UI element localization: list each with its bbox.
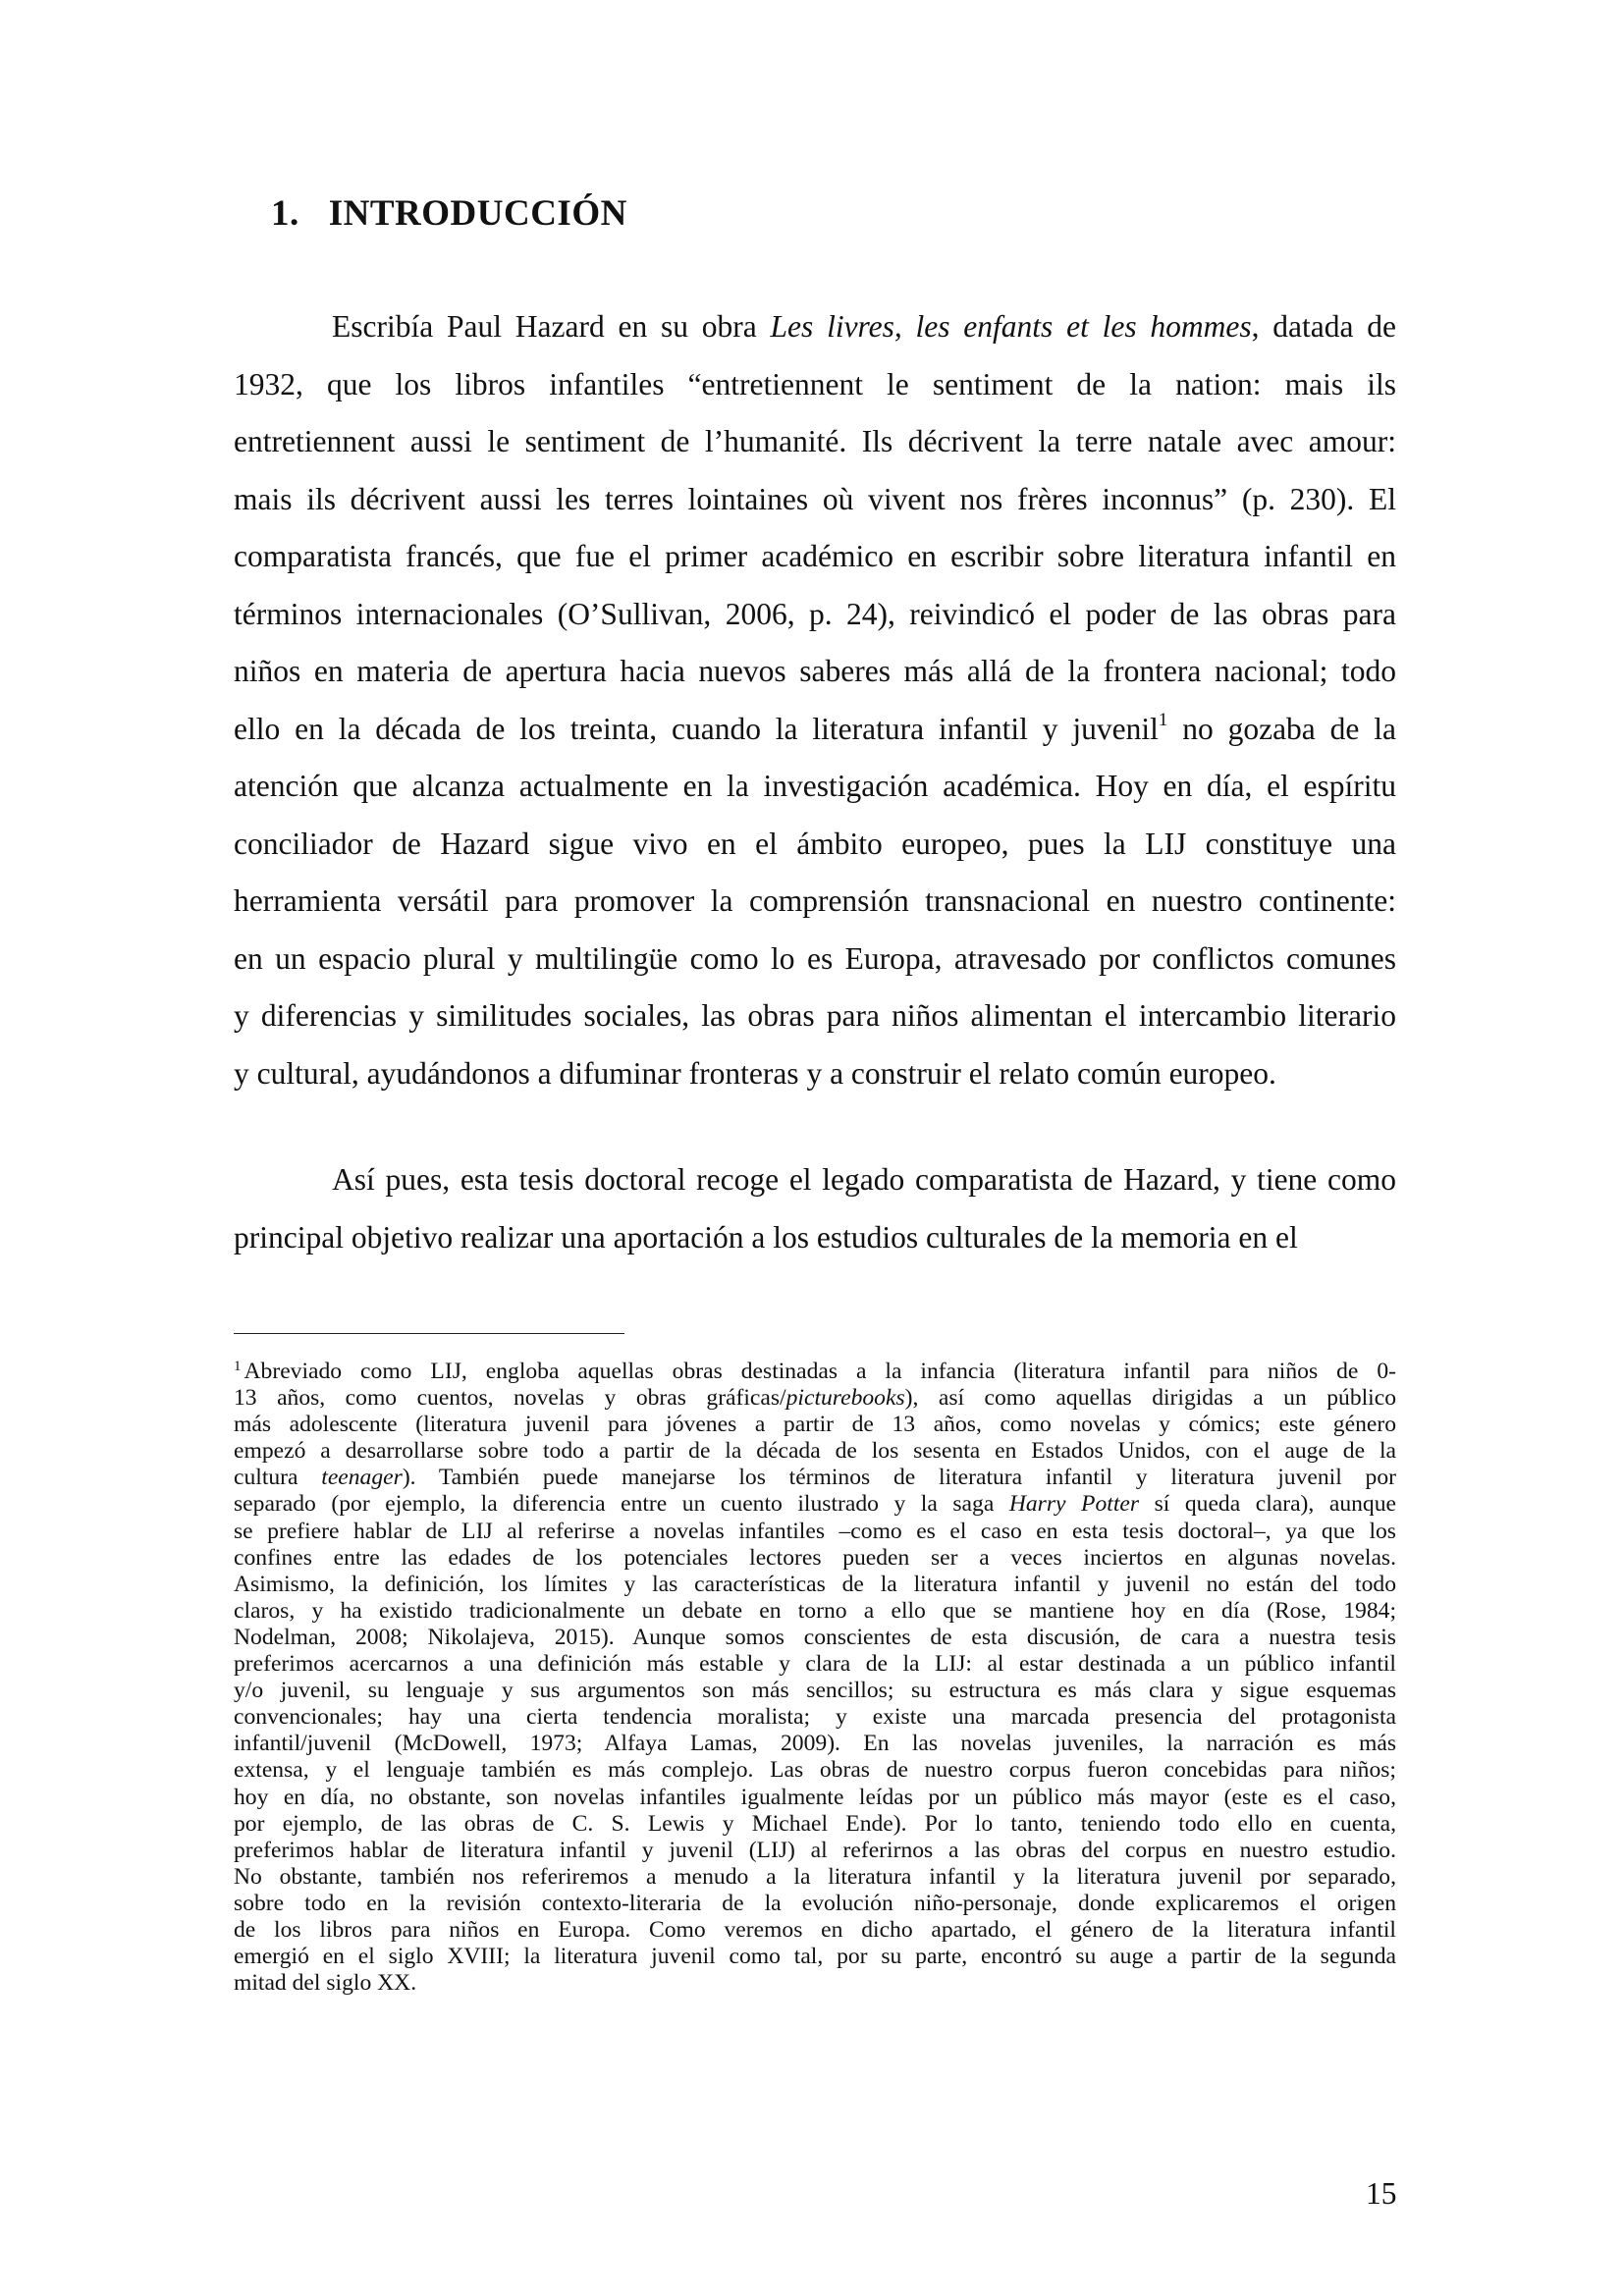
- text-run: empezó a desarrollarse sobre todo a partir de la década de los sesenta en Estados Unidos, con el auge de la: [234, 1438, 1396, 1465]
- text-line: [234, 1519, 1396, 1545]
- text-run: atención que alcanza actualmente en la investigación académica. Hoy en día, el espíritu: [234, 769, 1396, 803]
- footnote-separator: [234, 1333, 624, 1334]
- text-run: en un espacio plural y multilingüe como lo es Europa, atravesado por conflictos comunes: [234, 940, 1396, 976]
- text-line: [234, 1864, 1396, 1891]
- text-line: [234, 1917, 1396, 1944]
- text-run: cultura: [234, 1465, 322, 1491]
- text-run: por ejemplo, de las obras de C. S. Lewis y Michael Ende). Por lo tanto, teniendo todo ello en cuenta,: [234, 1810, 1396, 1837]
- footnote-marker: 1: [234, 1359, 242, 1374]
- text-line: [234, 1651, 1396, 1678]
- text-run: mais ils décrivent aussi les terres lointaines où vivent nos frères inconnus” (p. 230). El: [234, 481, 1396, 516]
- text-run: , datada de: [1251, 309, 1396, 344]
- text-run: de los libros para niños en Europa. Como veremos en dicho apartado, el género de la literatura infantil: [234, 1916, 1396, 1943]
- text-line: [234, 1359, 1396, 1385]
- text-line: [234, 298, 1396, 356]
- text-run: y/o juvenil, su lenguaje y sus argumentos son más sencillos; su estructura es más clara y sigue esquemas: [234, 1678, 1396, 1704]
- text-line: [234, 931, 1396, 988]
- text-line: [234, 413, 1396, 471]
- text-line: [234, 1545, 1396, 1572]
- text-line: [234, 586, 1396, 644]
- text-run: No obstante, también nos referiremos a menudo a la literatura infantil y la literatura juvenil por separado,: [234, 1863, 1396, 1890]
- text-run: emergió en el siglo XVIII; la literatura juvenil como tal, por su parte, encontró su auge a partir de la segunda: [234, 1944, 1396, 1970]
- text-run: 1932, que los libros infantiles “entretiennent le sentiment de la nation: mais ils: [234, 366, 1396, 401]
- text-run: mitad del siglo XX.: [234, 1970, 417, 1997]
- text-line: [234, 1731, 1396, 1757]
- text-line: [234, 758, 1396, 816]
- text-line: [234, 1598, 1396, 1625]
- text-run: Asimismo, la definición, los límites y las características de la literatura infantil y juvenil no están del todo: [234, 1571, 1396, 1597]
- text-line: [234, 1838, 1396, 1864]
- text-line: [234, 1151, 1396, 1209]
- text-line: [234, 643, 1396, 701]
- text-line: [234, 471, 1396, 529]
- text-run: confines entre las edades de los potenciales lectores pueden ser a veces inciertos en algunas novelas.: [234, 1544, 1396, 1571]
- text-line: [234, 356, 1396, 414]
- text-line: [234, 1465, 1396, 1491]
- text-run: y cultural, ayudándonos a difuminar fronteras y a construir el relato común europeo.: [234, 1055, 1276, 1091]
- paragraph-2: [234, 1151, 1396, 1266]
- text-line: [234, 1970, 1396, 1997]
- italic-title: Harry Potter: [1008, 1491, 1140, 1518]
- text-run: no gozaba de la: [1167, 711, 1396, 746]
- text-line: [234, 1438, 1396, 1465]
- text-run: convencionales; hay una cierta tendencia moralista; y existe una marcada presencia del protagonista: [234, 1704, 1396, 1731]
- text-line: [234, 1891, 1396, 1917]
- text-line: [234, 1412, 1396, 1438]
- text-run: claros, y ha existido tradicionalmente un debate en torno a ello que se mantiene hoy en día (Rose, 1984;: [234, 1597, 1396, 1624]
- text-line: [234, 528, 1396, 586]
- text-line: [234, 1811, 1396, 1838]
- text-run: más adolescente (literatura juvenil para jóvenes a partir de 13 años, como novelas y cómics; este género: [234, 1412, 1396, 1438]
- text-run: principal objetivo realizar una aportación a los estudios culturales de la memoria en el: [234, 1219, 1298, 1255]
- text-run: extensa, y el lenguaje también es más complejo. Las obras de nuestro corpus fueron concebidas para niños;: [234, 1757, 1396, 1784]
- text-line: [234, 1209, 1396, 1267]
- text-run: separado (por ejemplo, la diferencia entre un cuento ilustrado y la saga: [234, 1491, 1009, 1518]
- text-run: comparatista francés, que fue el primer académico en escribir sobre literatura infantil en: [234, 539, 1396, 573]
- text-line: [234, 1572, 1396, 1598]
- text-run: sí queda clara), aunque: [1139, 1491, 1396, 1518]
- text-run: y diferencias y similitudes sociales, las obras para niños alimentan el intercambio literario: [234, 998, 1396, 1033]
- italic-title: Les livres, les enfants et les hommes: [770, 309, 1252, 344]
- footnote-marker: 1: [1158, 709, 1168, 730]
- text-run: Nodelman, 2008; Nikolajeva, 2015). Aunque somos conscientes de esta discusión, de cara a nuestra tesis: [234, 1624, 1396, 1650]
- text-run: ello en la década de los treinta, cuando la literatura infantil y juvenil: [234, 711, 1159, 746]
- italic-title: teenager: [321, 1465, 403, 1491]
- italic-title: picturebooks: [785, 1385, 905, 1412]
- text-line: [234, 1385, 1396, 1412]
- text-line: [234, 1757, 1396, 1784]
- text-line: [234, 1944, 1396, 1970]
- footnote-1: [234, 1359, 1396, 1997]
- text-line: [234, 1785, 1396, 1811]
- text-run: ), así como aquellas dirigidas a un público: [904, 1385, 1397, 1412]
- section-number: 1.: [271, 193, 299, 234]
- text-run: Abreviado como LIJ, engloba aquellas obras destinadas a la infancia (literatura infantil para niños de 0-: [243, 1359, 1396, 1384]
- section-title: INTRODUCCIÓN: [328, 193, 627, 234]
- paragraph-1: [234, 298, 1396, 1102]
- section-heading: [271, 192, 627, 235]
- text-run: 13 años, como cuentos, novelas y obras gráficas/: [234, 1385, 786, 1412]
- text-line: [234, 1704, 1396, 1731]
- text-run: se prefiere hablar de LIJ al referirse a novelas infantiles –como es el caso en esta tesis doctoral–, ya que los: [234, 1518, 1396, 1544]
- text-line: [234, 1678, 1396, 1704]
- text-run: términos internacionales (O’Sullivan, 2006, p. 24), reivindicó el poder de las obras para: [234, 596, 1396, 631]
- text-line: [234, 701, 1396, 759]
- text-run: herramienta versátil para promover la comprensión transnacional en nuestro continente:: [234, 883, 1396, 918]
- text-run: Escribía Paul Hazard en su obra: [332, 309, 771, 344]
- text-run: entretiennent aussi le sentiment de l’humanité. Ils décrivent la terre natale avec amour:: [234, 424, 1396, 458]
- text-line: [234, 1491, 1396, 1518]
- text-line: [234, 816, 1396, 874]
- text-run: preferimos acercarnos a una definición más estable y clara de la LIJ: al estar destinada a un público infantil: [234, 1651, 1396, 1678]
- text-run: preferimos hablar de literatura infantil y juvenil (LIJ) al referirnos a las obras del corpus en nuestro estudio.: [234, 1837, 1396, 1863]
- text-run: infantil/juvenil (McDowell, 1973; Alfaya Lamas, 2009). En las novelas juveniles, la narración es más: [234, 1731, 1396, 1757]
- text-run: hoy en día, no obstante, son novelas infantiles igualmente leídas por un público más mayor (este es el caso,: [234, 1784, 1396, 1810]
- text-run: ). También puede manejarse los términos de literatura infantil y literatura juvenil por: [402, 1465, 1396, 1491]
- text-line: [234, 873, 1396, 931]
- text-run: conciliador de Hazard sigue vivo en el ámbito europeo, pues la LIJ constituye una: [234, 826, 1396, 861]
- text-run: sobre todo en la revisión contexto-literaria de la evolución niño-personaje, donde explicaremos el origen: [234, 1890, 1396, 1916]
- text-run: Así pues, esta tesis doctoral recoge el legado comparatista de Hazard, y tiene como: [332, 1162, 1396, 1197]
- page-number: 15: [1366, 2176, 1397, 2211]
- text-line: [234, 1625, 1396, 1651]
- text-run: niños en materia de apertura hacia nuevos saberes más allá de la frontera nacional; todo: [234, 654, 1396, 688]
- text-line: [234, 1045, 1396, 1103]
- text-line: [234, 988, 1396, 1045]
